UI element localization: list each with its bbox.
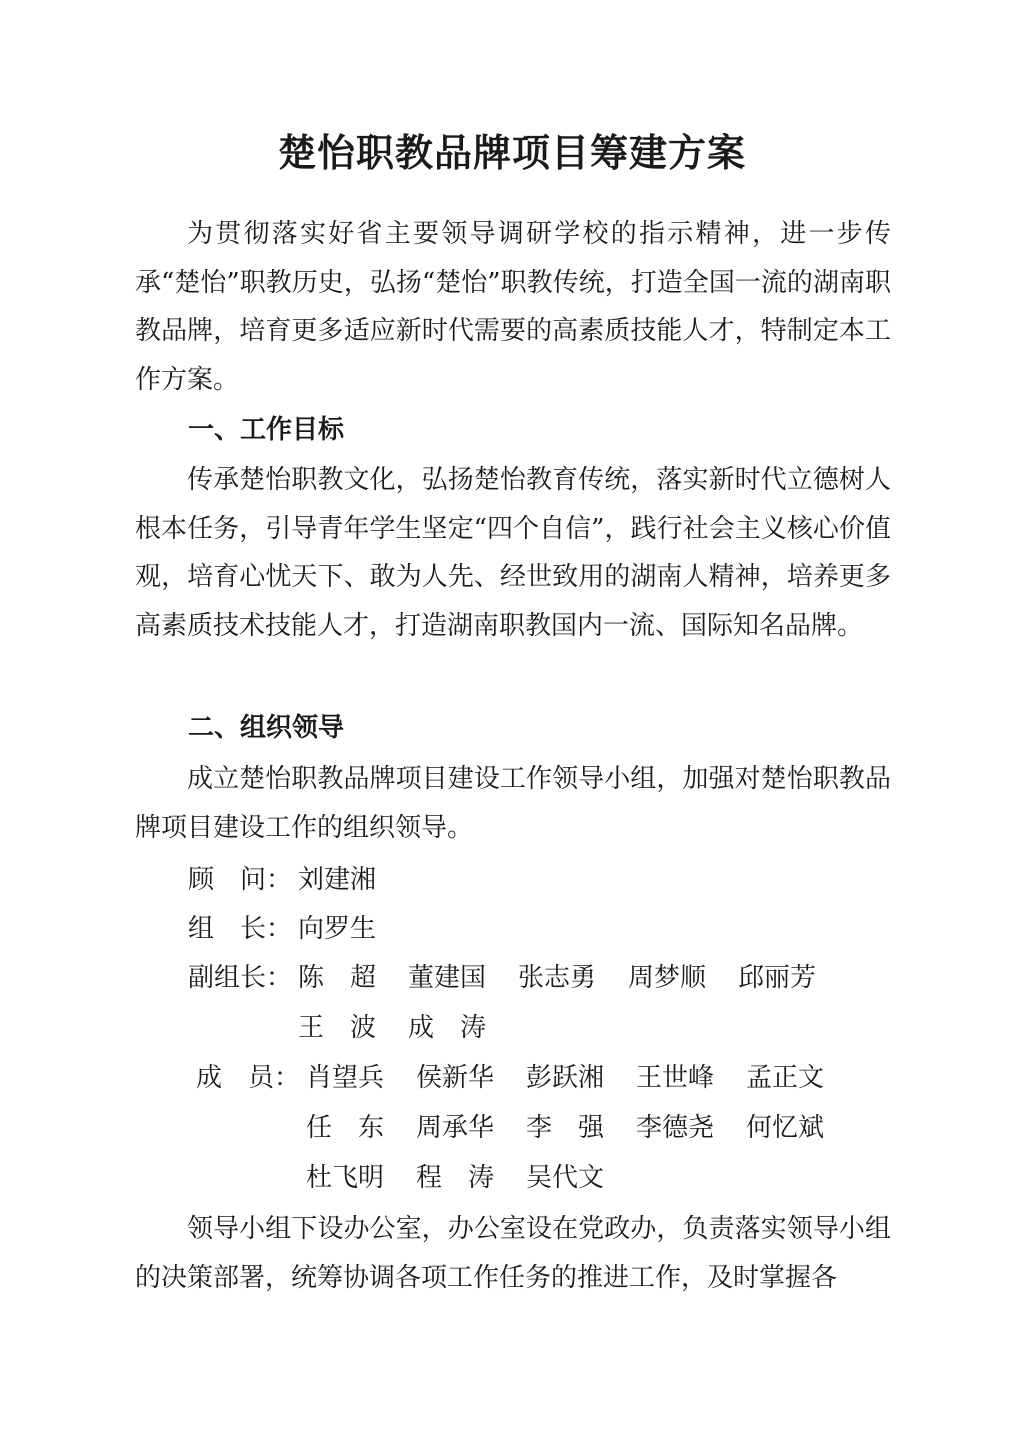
deputy-name: 张志勇 <box>518 963 597 993</box>
intro-paragraph: 为贯彻落实好省主要领导调研学校的指示精神，进一步传承“楚怡”职教历史，弘扬“楚怡”职教传统，打造全国一流的湖南职教品牌，培育更多适应新时代需要的高素质技能人才，特制定本工作方案。 <box>135 219 891 395</box>
leader-label: 组 长： <box>188 914 293 944</box>
adviser-label: 顾 问： <box>188 865 293 895</box>
deputy-name: 邱丽芳 <box>738 963 817 993</box>
members-label: 成 员： <box>196 1063 301 1093</box>
member-name: 吴代文 <box>526 1163 605 1193</box>
office-paragraph: 领导小组下设办公室，办公室设在党政办，负责落实领导小组的决策部署，统筹协调各项工作任务的推进工作，及时掌握各 <box>135 1214 891 1293</box>
member-name: 肖望兵 <box>306 1063 385 1093</box>
leader-name: 向罗生 <box>298 914 377 944</box>
deputy-name: 陈 超 <box>298 963 377 993</box>
deputy-name: 周梦顺 <box>628 963 707 993</box>
deputy-name: 王 波 <box>298 1013 377 1043</box>
member-name: 孟正文 <box>746 1063 825 1093</box>
deputies-label: 副组长： <box>188 963 293 993</box>
member-name: 程 涛 <box>416 1163 495 1193</box>
member-name: 李德尧 <box>636 1113 715 1143</box>
member-name: 何忆斌 <box>746 1113 825 1143</box>
member-name: 周承华 <box>416 1113 495 1143</box>
member-name: 李 强 <box>526 1113 605 1143</box>
adviser-name: 刘建湘 <box>298 865 377 895</box>
member-name: 杜飞明 <box>306 1163 385 1193</box>
member-name: 彭跃湘 <box>526 1063 605 1093</box>
member-name: 任 东 <box>306 1113 385 1143</box>
organization-paragraph: 成立楚怡职教品牌项目建设工作领导小组，加强对楚怡职教品牌项目建设工作的组织领导。 <box>135 764 891 843</box>
member-name: 侯新华 <box>416 1063 495 1093</box>
document-title: 楚怡职教品牌项目筹建方案 <box>277 131 746 175</box>
goals-paragraph: 传承楚怡职教文化，弘扬楚怡教育传统，落实新时代立德树人根本任务，引导青年学生坚定“四个自信”，践行社会主义核心价值观，培育心忧天下、敢为人先、经世致用的湖南人精神，培养更多高素质技术技能人才，打造湖南职教国内一流、国际知名品牌。 <box>135 465 891 641</box>
member-name: 王世峰 <box>636 1063 715 1093</box>
section-heading-organization: 二、组织领导 <box>188 713 345 743</box>
section-heading-goals: 一、工作目标 <box>188 415 345 445</box>
deputy-name: 董建国 <box>408 963 487 993</box>
deputy-name: 成 涛 <box>408 1013 487 1043</box>
